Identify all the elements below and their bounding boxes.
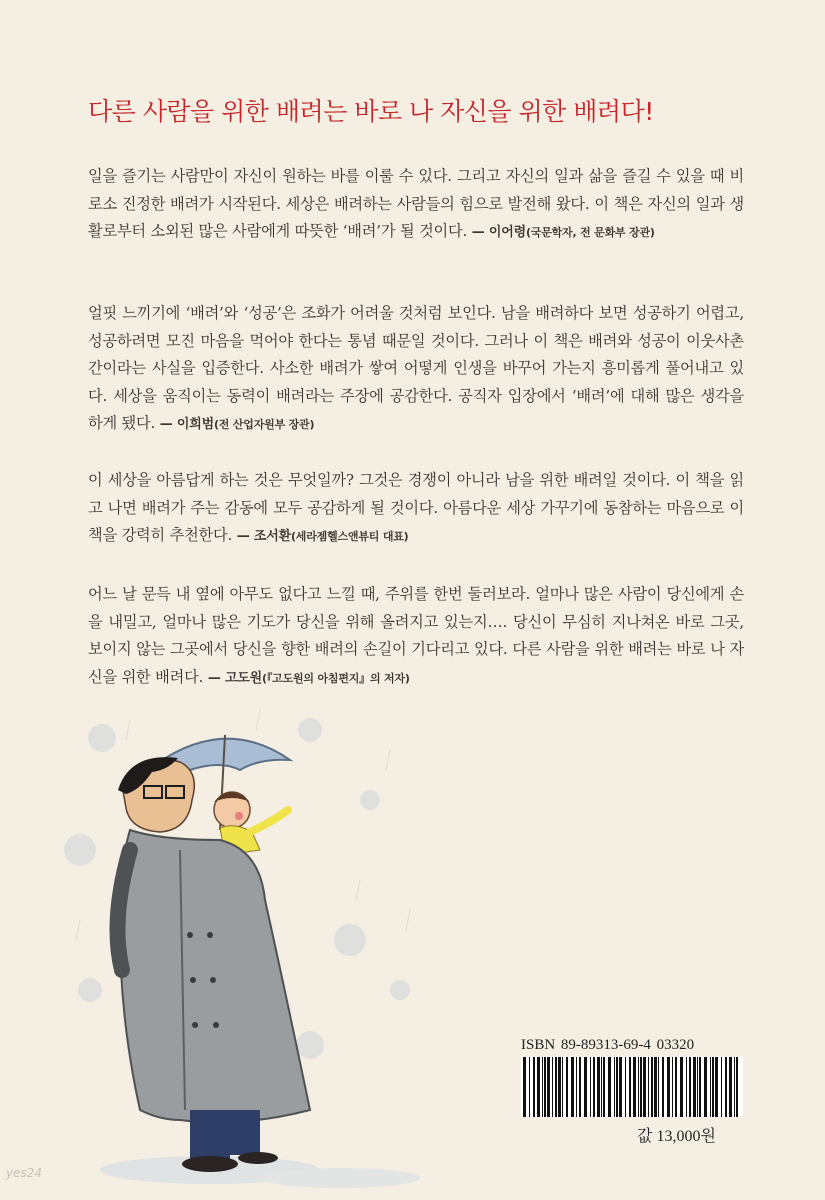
isbn-label: ISBN 89-89313-69-4 03320 [521,1037,695,1053]
endorsement-text: 이 세상을 아름답게 하는 것은 무엇일까? 그것은 경쟁이 아니라 남을 위한 배려일 것이다. 이 책을 읽고 나면 배려가 주는 감동에 모두 공감하게 될 것이다. 아름다운 세상 가꾸기에 동참하는 마음으로 이 책을 강력히 추천한다. [88,471,744,544]
price-label: 값 13,000원 [637,1128,716,1145]
endorsement-paragraph [88,163,744,247]
endorsement-author: — 이어령 [471,225,526,240]
endorsement-text: 어느 날 문득 내 옆에 아무도 없다고 느낄 때, 주위를 한번 둘러보라. 얼마나 많은 사람이 당신에게 손을 내밀고, 얼마나 많은 기도가 당신을 위해 올려지고 있는지…. 당신이 무심히 지나쳐온 바로 그곳, 보이지 않는 그곳에서 당신을 향한 배려의 손길이 기다리고 있다. 다른 사람을 위한 배려는 바로 나 자신을 위한 배려다. [88,585,744,686]
watermark: yes24 [6,1166,43,1180]
endorsement-author: — 고도원 [207,670,263,686]
endorsement-author-note: (전 산업자원부 장관) [213,418,315,431]
endorsement-paragraph [88,581,744,692]
man-with-child-umbrella-illustration [60,690,520,1200]
endorsement-text: 얼핏 느끼기에 ‘배려’와 ‘성공’은 조화가 어려울 것처럼 보인다. 남을 배려하다 보면 성공하기 어렵고, 성공하려면 모진 마음을 먹어야 한다는 통념 때문일 것이다. 그러나 이 책은 배려와 성공이 이웃사촌간이라는 사실을 입증한다. 사소한 배려가 쌓여 어떻게 인생을 바꾸어 가는지 흥미롭게 풀어내고 있다. 세상을 움직이는 동력이 배려라는 주장에 공감한다. 공직자 입장에서 ‘배려’에 대해 많은 생각을 하게 됐다. [88,304,744,432]
endorsement-author-note: (세라젬헬스앤뷰티 대표) [290,530,409,543]
endorsement-author: — 이희범 [159,417,214,432]
endorsement-paragraph [88,300,744,439]
endorsement-author-note: (『고도원의 아침편지』의 저자) [262,671,410,685]
endorsement-text: 일을 즐기는 사람만이 자신이 원하는 바를 이룰 수 있다. 그리고 자신의 일과 삶을 즐길 수 있을 때 비로소 진정한 배려가 시작된다. 세상은 배려하는 사람들의 힘으로 발전해 왔다. 이 책은 자신의 일과 생활로부터 소외된 많은 사람에게 따뜻한 ‘배려’가 될 것이다. [88,167,744,240]
isbn-barcode [521,1057,743,1117]
endorsement-author: — 조서환 [236,529,291,544]
endorsement-author-note: (국문학자, 전 문화부 장관) [525,226,655,239]
endorsement-paragraph [88,467,744,551]
headline: 다른 사람을 위한 배려는 바로 나 자신을 위한 배려다! [88,97,654,126]
